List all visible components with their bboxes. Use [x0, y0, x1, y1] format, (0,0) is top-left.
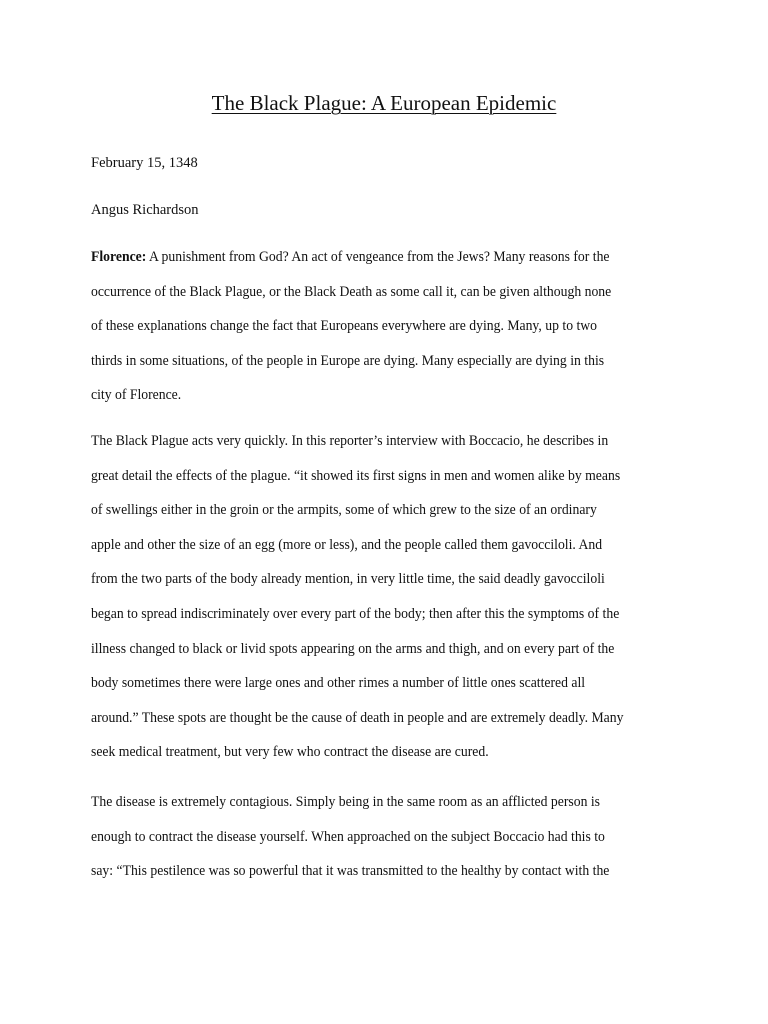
paragraph-text: seek medical treatment, but very few who contract the disease are cured. [91, 744, 489, 761]
paragraph-symptoms [91, 424, 711, 770]
paragraph-line [91, 666, 711, 701]
paragraph-text: body sometimes there were large ones and other rimes a number of little ones scattered all [91, 675, 586, 692]
paragraph-text: began to spread indiscriminately over every part of the body; then after this the symptoms of the [91, 605, 620, 622]
paragraph-line [91, 275, 711, 310]
paragraph-text: say: “This pestilence was so powerful that it was transmitted to the healthy by contact with the [91, 863, 610, 880]
paragraph-line [91, 854, 711, 889]
paragraph-line [91, 378, 711, 413]
paragraph-line [91, 820, 711, 855]
paragraph-text: illness changed to black or livid spots appearing on the arms and thigh, and on every part of the [91, 640, 615, 657]
dateline: February 15, 1348 [91, 155, 198, 171]
paragraph-text [91, 240, 610, 275]
paragraph-text: The disease is extremely contagious. Simply being in the same room as an afflicted person is [91, 794, 601, 810]
paragraph-text: of these explanations change the fact that Europeans everywhere are dying. Many, up to two [91, 318, 598, 335]
paragraph-line [91, 528, 711, 563]
paragraph-text: thirds in some situations, of the people in Europe are dying. Many especially are dying in this [91, 352, 605, 369]
paragraph-line [91, 240, 711, 275]
paragraph-text: apple and other the size of an egg (more or less), and the people called them gavocciloli. And [91, 536, 603, 553]
paragraph-line [91, 459, 711, 494]
paragraph-contagion [91, 785, 711, 889]
paragraph-text: enough to contract the disease yourself. When approached on the subject Boccacio had this to [91, 828, 605, 845]
paragraph-line [91, 562, 711, 597]
paragraph-text: city of Florence. [91, 387, 182, 404]
paragraph-text: occurrence of the Black Plague, or the Black Death as some call it, can be given although none [91, 283, 612, 300]
paragraph-line [91, 309, 711, 344]
paragraph-text: of swellings either in the groin or the armpits, some of which grew to the size of an ordinary [91, 502, 597, 519]
document-title: The Black Plague: A European Epidemic [211, 91, 557, 115]
paragraph-line [91, 701, 711, 736]
paragraph-florence [91, 240, 711, 413]
paragraph-line [91, 735, 711, 770]
paragraph-text: around.” These spots are thought be the cause of death in people and are extremely deadly. Many [91, 709, 624, 726]
paragraph-text: great detail the effects of the plague. “it showed its first signs in men and women alike by means [91, 467, 621, 484]
paragraph-line [91, 424, 711, 459]
paragraph-line [91, 597, 711, 632]
paragraph-line [91, 344, 711, 379]
dateline-location: Florence: [91, 249, 147, 265]
paragraph-line [91, 493, 711, 528]
paragraph-text: The Black Plague acts very quickly. In this reporter’s interview with Boccacio, he describes in [91, 433, 609, 449]
paragraph-line [91, 785, 711, 820]
paragraph-text: A punishment from God? An act of vengeance from the Jews? Many reasons for the [146, 249, 610, 265]
byline-author: Angus Richardson [91, 202, 199, 218]
paragraph-text: from the two parts of the body already mention, in very little time, the said deadly gavocciloli [91, 571, 605, 588]
paragraph-line [91, 632, 711, 667]
